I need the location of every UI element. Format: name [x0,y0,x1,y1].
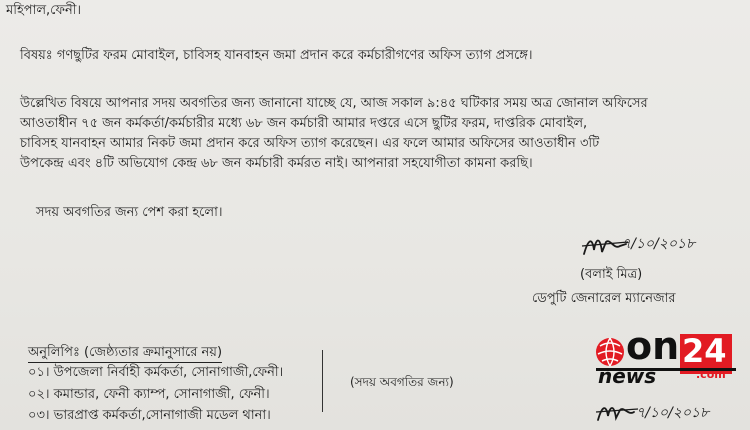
letter-body [20,94,735,174]
copy-item: ০৩। ভারপ্রাপ্ত কর্মকর্তা,সোনাগাজী মডেল থানা। [28,408,271,423]
logo-sub-text: news [598,364,657,388]
subject-line: বিষয়ঃ গণছুটির ফরম মোবাইল, চাবিসহ যানবাহন জমা প্রদান করে কর্মচারীগণের অফিস ত্যাগ প্রসঙ্গে। [20,48,533,63]
address-line: মহিপাল,ফেনী। [6,3,82,18]
copies-heading: অনুলিপিঃ (জেষ্ঠ্যতার ক্রমানুসারে নয়) [28,344,222,363]
signature-date: ৭/১০/২০১৮ [622,236,696,252]
signatory-designation: ডেপুটি জেনারেল ম্যানেজার [532,291,676,306]
copy-item: ০১। উপজেলা নির্বাহী কর্মকর্তা, সোনাগাজী,ফেনী। [28,365,284,380]
body-line: উল্লেখিত বিষয়ে আপনার সদয় অবগতির জন্য জানানো যাচ্ছে যে, আজ সকাল ৯:৪৫ ঘটিকার সময় অত্র জোনাল অফিসের [20,96,648,111]
copy-item: ০২। কমান্ডার, ফেনী ক্যাম্প, সোনাগাজী, ফেনী। [28,387,270,402]
signatory-name: (বলাই মিত্র) [580,267,643,282]
copies-note: (সদয় অবগতির জন্য) [350,375,454,389]
logo-domain: .com [696,368,726,381]
body-line: চাবিসহ যানবাহন আমার নিকট জমা প্রদান করে অফিস ত্যাগ করেছেন। এর ফলে আমার অফিসের আওতাধীন ৩টি [20,136,600,151]
logo-number: 24 [682,332,727,370]
signature-date: ৭/১০/২০১৮ [636,405,710,421]
onnews24-logo [592,324,742,388]
logo-main-text: on [626,324,680,368]
bracket-line [322,350,323,412]
body-line: উপকেন্দ্র এবং ৪টি অভিযোগ কেন্দ্র ৬৮ জন কর্মচারী কর্মরত নাই। আপনারা সহযোগীতা কামনা করছি। [20,156,533,171]
body-line: আওতাধীন ৭৫ জন কর্মকর্তা/কর্মচারীর মধ্যে ৬৮ জন কর্মচারী আমার দপ্তরে এসে ছুটির ফরম, দাপ্তরিক মোবাইল, [20,116,588,131]
closing-line: সদয় অবগতির জন্য পেশ করা হলো। [36,205,223,220]
